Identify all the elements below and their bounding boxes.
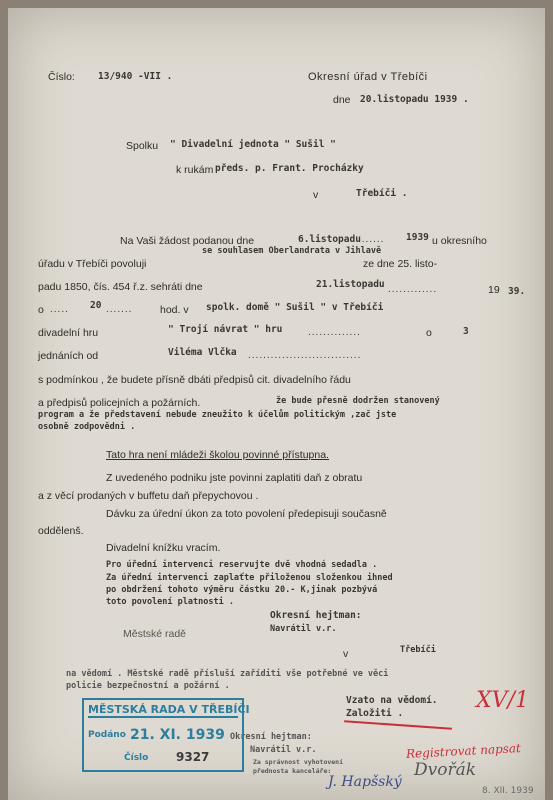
date-value: 20.listopadu 1939 .	[360, 94, 469, 105]
body-text: oddělenš.	[38, 525, 84, 537]
body-text: padu 1850, čís. 454 ř.z. sehráti dne	[38, 281, 203, 293]
footer-v-value: Třebíči	[400, 645, 436, 655]
body-text: Divadelní knížku vracím.	[106, 542, 221, 554]
filled-author: Viléma Vlčka	[168, 347, 237, 358]
pencil-signature: Dvořák	[414, 760, 477, 780]
body-text: o	[426, 327, 432, 339]
filled-acts: 3	[463, 326, 469, 337]
typed-insert: po obdržení tohoto výměru částku 20.- K,jinak pozbývá	[106, 585, 378, 595]
dotted-line: .............	[388, 284, 438, 295]
stamp-title: MĚSTSKÁ RADA V TŘEBÍČI	[88, 703, 250, 716]
spolku-label: Spolku	[126, 140, 159, 152]
red-line	[344, 720, 452, 730]
footer-note: na vědomí . Městské radě přísluší zaříditi vše potřebné ve věci	[66, 669, 389, 679]
cislo-value: 13/940 -VII .	[98, 71, 173, 82]
dotted-line: ..............	[308, 327, 361, 338]
body-text: a z věcí prodaných v buffetu daň přepychovou .	[38, 490, 259, 502]
dotted-line: .....	[50, 304, 69, 315]
date-stamp: 8. XII. 1939	[482, 786, 534, 796]
dotted-line: ..............................	[248, 350, 362, 361]
body-text: s podmínkou , že budete přísně dbáti předpisů cit. divadelního řádu	[38, 374, 351, 386]
typed-insert: program a že představení nebude zneužito k účelům politickým ,zač jste	[38, 410, 397, 420]
filled-year: 39.	[508, 286, 526, 297]
typed-insert: Za úřední intervenci zaplaťte přiloženou složenkou ihned	[106, 573, 393, 583]
body-text: hod. v	[160, 304, 189, 316]
filled-date: 6.listopadu	[298, 234, 361, 245]
dotted-line: .......	[358, 234, 385, 245]
red-note: Registrovat napsat	[405, 741, 522, 761]
typed-insert: osobně zodpovědni .	[38, 422, 136, 432]
body-text: Na Vaši žádost podanou dne	[120, 235, 255, 247]
body-text: úřadu v Třebíči povoluji	[38, 258, 147, 270]
filled-hour: 20	[90, 300, 102, 311]
stamp-number: 9327	[176, 750, 210, 764]
body-text: 19	[488, 284, 500, 296]
copy-cert: přednosta kanceláře:	[253, 767, 332, 775]
typed-insert: toto povolení platnosti .	[106, 597, 234, 607]
zalozit: Založiti .	[346, 708, 404, 719]
filled-year: 1939	[406, 232, 429, 243]
cislo-label: Číslo:	[48, 71, 75, 83]
footer-note: policie bezpečnostní a požární .	[66, 681, 230, 691]
body-text: Dávku za úřední úkon za toto povolení předepisuji současně	[106, 508, 387, 520]
navratil-copy: Navrátil v.r.	[250, 745, 317, 755]
body-text: jednáních od	[38, 350, 99, 362]
office-name: Okresní úřad v Třebíči	[308, 71, 428, 83]
typed-insert: Pro úřední intervenci reservujte dvě vhodná sedadla .	[106, 560, 378, 570]
pencil-signature: J. Hapšský	[328, 774, 402, 790]
restriction-note: Tato hra není mládeži školou povinné přístupna.	[106, 449, 329, 461]
filled-place: spolk. domě " Sušil " v Třebíči	[206, 302, 384, 313]
footer-v-label: v	[343, 648, 349, 660]
typed-insert: že bude přesně dodržen stanovený	[276, 396, 440, 406]
filled-play: " Trojí návrat " hru	[168, 324, 283, 335]
body-text: o	[38, 304, 44, 316]
filled-date: 21.listopadu	[316, 279, 385, 290]
dotted-line: .......	[106, 304, 133, 315]
red-file-number: XV/1	[476, 688, 529, 713]
body-text: divadelní hru	[38, 327, 99, 339]
body-text: ze dne 25. listo-	[363, 258, 438, 270]
body-text: a předpisů policejních a požárních.	[38, 397, 201, 409]
rukam-value: předs. p. Frant. Procházky	[215, 163, 364, 174]
v-label: v	[313, 189, 319, 201]
date-label: dne	[333, 94, 351, 106]
body-text: u okresního	[432, 235, 487, 247]
stamp-cislo-label: Číslo	[124, 753, 149, 763]
mestska-rade: Městské radě	[123, 628, 187, 640]
stamp-podano-label: Podáno	[88, 730, 126, 740]
typed-insert: se souhlasem Oberlandrata v Jihlavě	[202, 246, 382, 256]
document-page	[8, 8, 545, 800]
rukam-label: k rukám	[176, 164, 214, 176]
hejtman-copy: Okresní hejtman:	[230, 732, 312, 742]
vzato-na-vedomi: Vzato na vědomí.	[346, 695, 438, 706]
body-text: Z uvedeného podniku jste povinni zaplatiti daň z obratu	[106, 472, 363, 484]
stamp-date: 21. XI. 1939	[130, 727, 225, 743]
signature-name: Navrátil v.r.	[270, 624, 337, 634]
registry-stamp	[82, 698, 250, 772]
signature-office: Okresní hejtman:	[270, 610, 362, 621]
spolku-value: " Divadelní jednota " Sušil "	[170, 139, 336, 150]
v-value: Třebíči .	[356, 188, 408, 199]
copy-cert: Za správnost vyhotovení	[253, 758, 344, 766]
